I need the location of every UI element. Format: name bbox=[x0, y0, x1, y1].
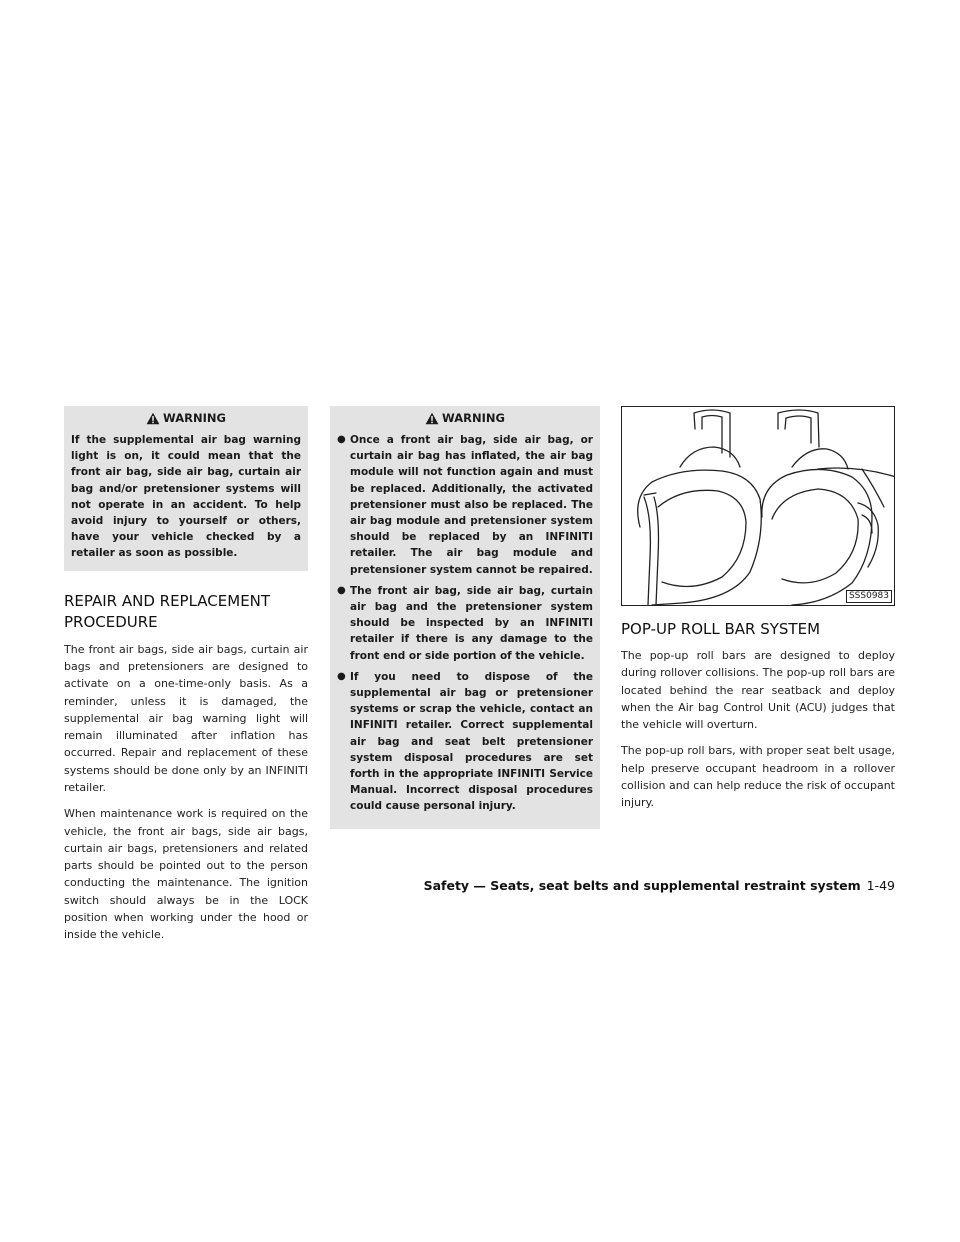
list-item-text: The front air bag, side air bag, curtain air bag and the pretensioner system should be inspected by an INFINITI retailer if there is any damage to the front end or side portion of the vehicle. bbox=[350, 584, 593, 662]
page-number: 1-49 bbox=[866, 878, 895, 893]
repair-paragraph-1: The front air bags, side air bags, curtain air bags and pretensioners are designed to activate on a one-time-only basis. As a reminder, unless it is damaged, the supplemental air bag warning light will remain illuminated after inflation has occurred. Repair and replacement of these systems should be done only by an INFINITI retailer. bbox=[64, 642, 308, 794]
list-item bbox=[337, 432, 593, 578]
rollbar-paragraph-2: The pop-up roll bars, with proper seat belt usage, help preserve occupant headroom in a rollover collision and can help reduce the risk of occupant injury. bbox=[621, 744, 895, 810]
footer-section-title: Safety — Seats, seat belts and supplemental restraint system bbox=[423, 878, 861, 893]
roll-bar-illustration bbox=[621, 406, 895, 606]
seat-rollbar-drawing bbox=[622, 407, 895, 606]
warning-triangle-icon bbox=[425, 412, 439, 425]
warning-box-1 bbox=[64, 406, 308, 571]
bullet-icon: ● bbox=[337, 584, 346, 596]
list-item bbox=[337, 583, 593, 664]
bullet-icon: ● bbox=[337, 670, 346, 682]
repair-section-title: REPAIR AND REPLACEMENT PROCEDURE bbox=[64, 591, 271, 631]
figure-code: SSS0983 bbox=[846, 590, 892, 603]
page-footer bbox=[424, 878, 895, 893]
middle-column bbox=[330, 406, 600, 829]
warning-header-1 bbox=[71, 406, 301, 432]
list-item bbox=[337, 669, 593, 815]
warning-triangle-icon bbox=[146, 412, 160, 425]
warning-box-2 bbox=[330, 406, 600, 829]
bullet-icon: ● bbox=[337, 434, 346, 445]
warning-list bbox=[337, 432, 593, 815]
warning-header-2 bbox=[337, 406, 593, 432]
list-item-text: Once a front air bag, side air bag, or curtain air bag has inflated, the air bag module will not function again and must be replaced. Additionally, the activated pretensioner must also be replaced. The air bag module and pretensioner system should be replaced by an INFINITI retailer. The air bag module and pretensioner system cannot be repaired. bbox=[350, 434, 593, 576]
warning-label: WARNING bbox=[442, 411, 505, 425]
list-item-text: If you need to dispose of the supplemental air bag or pretensioner systems or scrap the vehicle, contact an INFINITI retailer. Correct supplemental air bag and seat belt pretensioner system disposal procedures are set forth in the appropriate INFINITI Service Manual. Incorrect disposal procedures could cause personal injury. bbox=[350, 670, 593, 813]
left-column bbox=[64, 406, 308, 953]
rollbar-paragraph-1: The pop-up roll bars are designed to deploy during rollover collisions. The pop-up roll bars are located behind the rear seatback and deploy when the Air bag Control Unit (ACU) judges that the vehicle will overturn. bbox=[621, 649, 895, 732]
repair-paragraph-2: When maintenance work is required on the vehicle, the front air bags, side air bags, curtain air bags, pretensioners and related parts should be pointed out to the person conducting the maintenance. The ignition switch should always be in the LOCK position when working under the hood or inside the vehicle. bbox=[64, 807, 308, 942]
warning-text: If the supplemental air bag warning light is on, it could mean that the front air bag, side air bag, curtain air bag and/or pretensioner systems will not operate in an accident. To help avoid injury to yourself or others, have your vehicle checked by a retailer as soon as possible. bbox=[71, 434, 301, 560]
warning-label: WARNING bbox=[163, 411, 226, 425]
rollbar-section-title: POP-UP ROLL BAR SYSTEM bbox=[621, 620, 821, 638]
right-column bbox=[621, 406, 895, 821]
